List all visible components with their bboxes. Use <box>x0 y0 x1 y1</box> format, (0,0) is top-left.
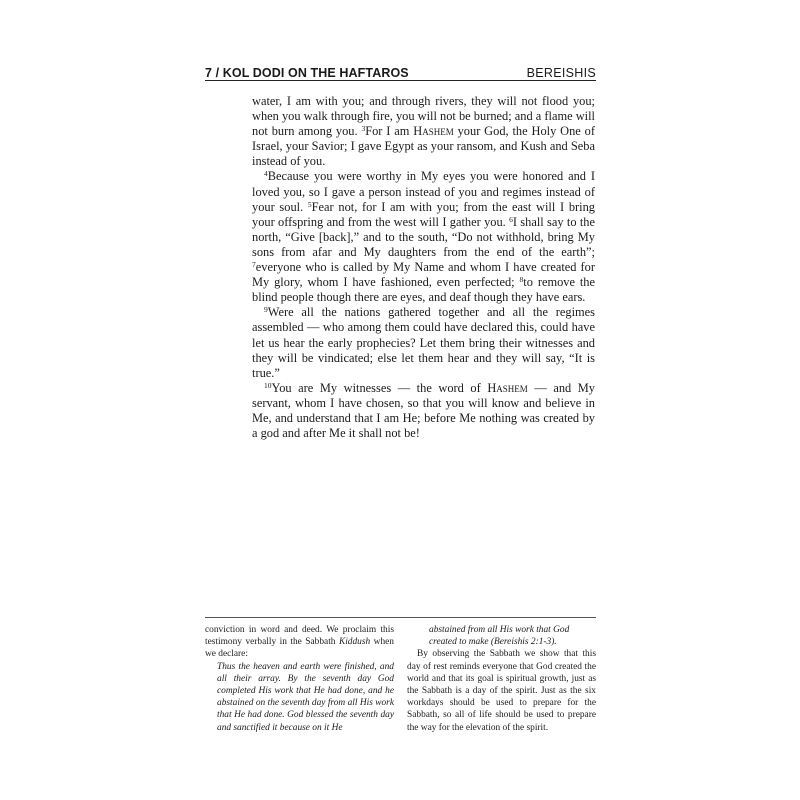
paragraph-4 <box>252 381 595 441</box>
text-run: — and My servant, whom I have chosen, so that you will know and believe in Me, and understand that I am He; before Me nothing was created by a god and after Me it shall not be! <box>252 380 595 441</box>
running-header <box>205 62 596 81</box>
text-run: to remove the blind people though there are eyes, and deaf though they have ears. <box>252 275 596 305</box>
main-text <box>252 94 595 441</box>
footnote-left-column <box>205 624 394 734</box>
citation: (Bereishis 2:1-3). <box>488 637 557 648</box>
verse-number: 6 <box>509 214 513 224</box>
verse-number: 3 <box>361 124 366 134</box>
text-run: For I am <box>365 124 414 139</box>
text-run: your God, the Holy One of Israel, your Savior; I gave Egypt as your ransom, and Kush and Seba instead of you. <box>252 124 595 169</box>
verse-number: 5 <box>307 199 312 209</box>
footnote-quote-continued <box>407 624 596 648</box>
text-run: conviction in word and deed. We proclaim this testimony verbally in the Sabbath <box>205 625 394 648</box>
footnote-paragraph: By observing the Sabbath we show that this day of rest reminds everyone that God created the world and that its goal is spiritual growth, just as the Sabbath is a day of the spirit. Just as the six workdays should be used to prepare for the Sabbath, so all of life should be used to prepare the way for the elevation of the spirit. <box>407 649 596 733</box>
text-run: when we declare: <box>205 637 394 660</box>
paragraph-2 <box>252 169 595 305</box>
text-run: You are My witnesses — the word of <box>271 380 488 395</box>
text-run: abstained from all His work that God created to make <box>429 625 570 648</box>
footnote-intro <box>205 624 394 661</box>
text-run: I shall say to the north, “Give [back],” and to the south, “Do not withhold, bring My sons from afar and My daughters from the end of the earth”; <box>252 214 595 259</box>
verse-number: 10 <box>264 380 272 390</box>
header-page-title: 7 / KOL DODI ON THE HAFTAROS <box>205 66 409 80</box>
header-book-name: BEREISHIS <box>526 66 596 80</box>
footnote-quote: Thus the heaven and earth were finished, and all their array. By the seventh day God completed His work that He had done, and he abstained on the seventh day from all His work that He had done. God blessed the seventh day and sanctified it because on it He <box>217 661 394 733</box>
text-run: Because you were worthy in My eyes you were honored and I loved you, so I gave a person instead of you and regimes instead of your soul. <box>252 169 595 214</box>
verse-number: 9 <box>264 305 268 315</box>
verse-number: 7 <box>252 260 256 270</box>
verse-number: 8 <box>519 275 524 285</box>
text-run: everyone who is called by My Name and whom I have created for My glory, whom I have fashioned, even perfected; <box>252 260 595 290</box>
text-run: Were all the nations gathered together and all the regimes assembled — who among them could have declared this, could have let us hear the early prophecies? Let them bring their witnesses and they will be vindicated; else let them hear and they will say, “It is true.” <box>252 305 595 380</box>
paragraph-1 <box>252 94 595 169</box>
footnote-right-column <box>407 624 596 734</box>
kiddush-term: Kiddush <box>338 637 371 648</box>
text-run: Fear not, for I am with you; from the east will I bring your offspring and from the west will I gather you. <box>252 199 595 229</box>
verse-number: 4 <box>264 169 268 179</box>
footnote-divider <box>205 617 596 618</box>
divine-name: Hashem <box>413 124 454 139</box>
paragraph-3 <box>252 305 595 380</box>
divine-name: Hashem <box>487 380 528 395</box>
text-run: water, I am with you; and through rivers, they will not flood you; when you walk through fire, you will not be burned; and a flame will not burn among you. <box>252 94 595 139</box>
